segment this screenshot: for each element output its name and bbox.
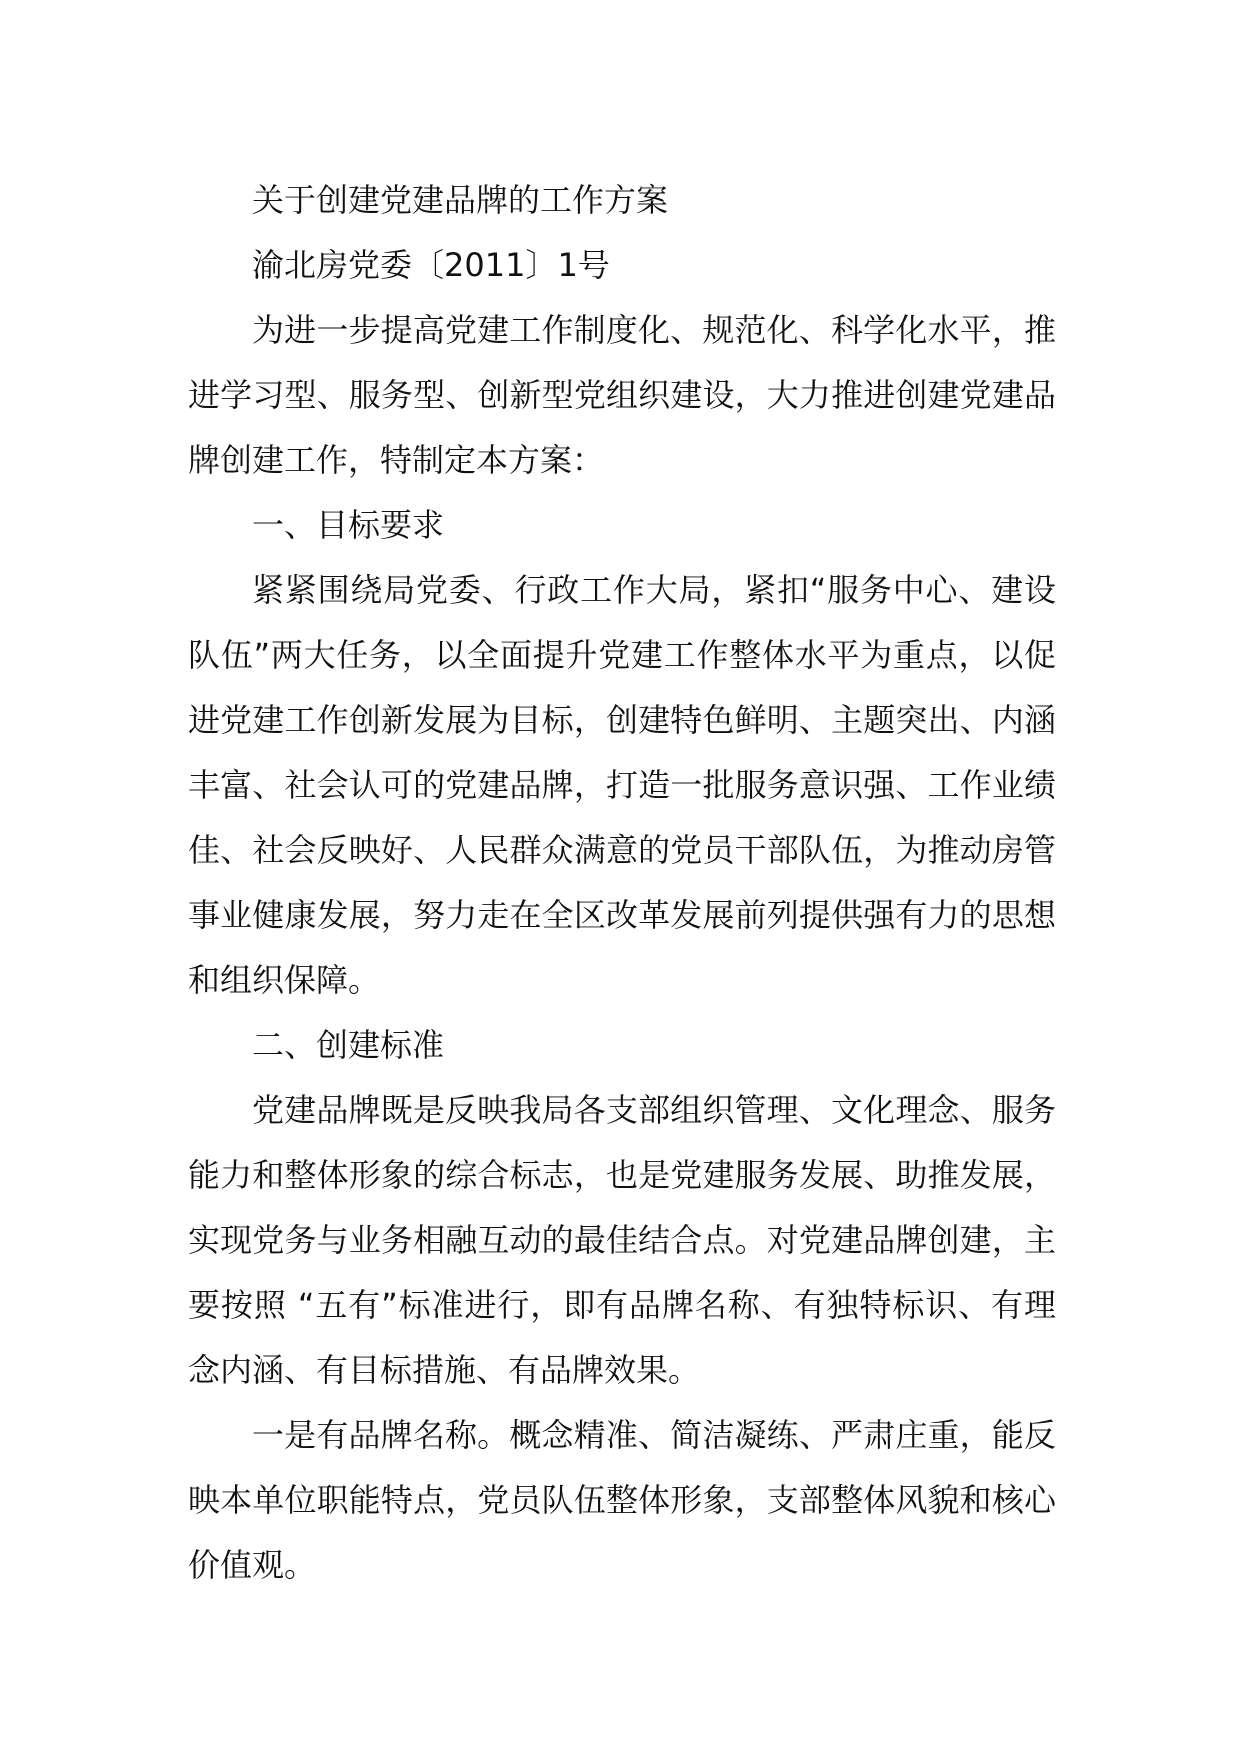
document-title: 关于创建党建品牌的工作方案 [252, 181, 669, 219]
standards-paragraph: 党建品牌既是反映我局各支部组织管理、文化理念、服务能力和整体形象的综合标志，也是党建服务发展、助推发展，实现党务与业务相融互动的最佳结合点。对党建品牌创建，主要按照 “五有”标准进行，即有品牌名称、有独特标识、有理念内涵、有目标措施、有品牌效果。 [188, 1091, 1056, 1389]
document-page [188, 168, 1056, 1598]
section-heading-goals: 一、目标要求 [252, 506, 445, 544]
goals-paragraph: 紧紧围绕局党委、行政工作大局，紧扣“服务中心、建设队伍”两大任务，以全面提升党建工作整体水平为重点，以促进党建工作创新发展为目标，创建特色鲜明、主题突出、内涵丰富、社会认可的党建品牌，打造一批服务意识强、工作业绩佳、社会反映好、人民群众满意的党员干部队伍，为推动房管事业健康发展，努力走在全区改革发展前列提供强有力的思想和组织保障。 [188, 571, 1056, 999]
document-number: 渝北房党委〔2011〕1号 [252, 246, 610, 284]
intro-paragraph: 为进一步提高党建工作制度化、规范化、科学化水平，推进学习型、服务型、创新型党组织建设，大力推进创建党建品牌创建工作，特制定本方案： [188, 311, 1056, 479]
section-heading-standards: 二、创建标准 [252, 1026, 445, 1064]
brand-name-paragraph: 一是有品牌名称。概念精准、简洁凝练、严肃庄重，能反映本单位职能特点，党员队伍整体形象，支部整体风貌和核心价值观。 [188, 1416, 1056, 1584]
